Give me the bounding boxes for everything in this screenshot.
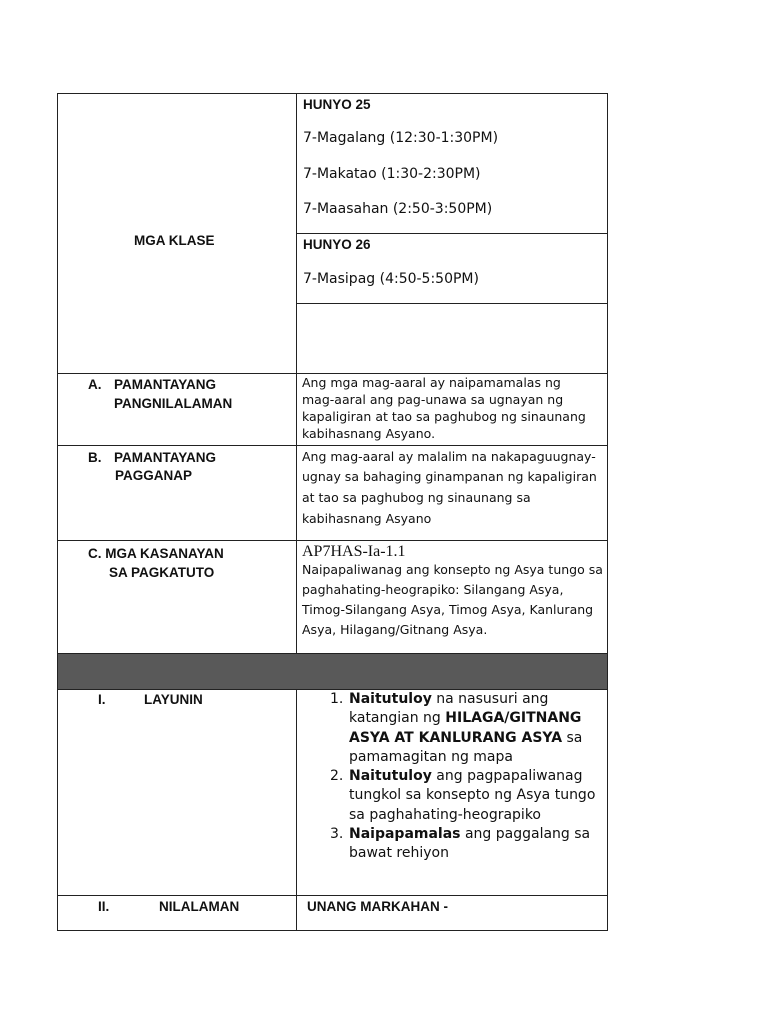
class-section: 7-Maasahan (2:50-3:50PM) [303, 201, 493, 217]
class-section: 7-Magalang (12:30-1:30PM) [303, 130, 499, 146]
content-standard-text: kabihasnang Asyano. [302, 426, 436, 441]
row-divider [296, 303, 608, 304]
competency-code: AP7HAS-Ia-1.1 [302, 543, 406, 560]
row-i-numeral: I. [98, 692, 106, 707]
objective-text: na nasusuri ang katangian ng [349, 691, 549, 727]
row-ii-label: NILALAMAN [159, 899, 240, 914]
classes-label: MGA KLASE [134, 233, 215, 248]
row-b-letter: B. [88, 450, 102, 465]
class-section: 7-Masipag (4:50-5:50PM) [303, 271, 479, 287]
row-divider [57, 373, 608, 374]
content-standard-text: kapaligiran at tao sa paghubog ng sinaunang [302, 409, 586, 424]
objective-text: sa pamamagitan ng mapa [349, 729, 583, 765]
row-a-label: PAMANTAYANG [114, 377, 217, 392]
objective-item [330, 767, 602, 825]
performance-standard-text: kabihasnang Asyano [302, 511, 432, 526]
dark-separator-row [58, 654, 607, 689]
objective-text: ang pagpapaliwanag tungkol sa konsepto ng Asya tungo sa paghahating-heograpiko [349, 768, 596, 823]
objective-verb: Naipapamalas [349, 826, 461, 843]
objective-number: 2. [330, 768, 344, 785]
objective-item [330, 825, 602, 864]
learning-competency-text: paghahating-heograpiko: Silangang Asya, [302, 582, 564, 597]
table-border-top [57, 93, 608, 94]
row-b-label: PAMANTAYANG [114, 450, 217, 465]
objective-item [330, 690, 602, 767]
performance-standard-text: at tao sa paghubog ng sinaunang sa [302, 490, 531, 505]
learning-competency-text: Asya, Hilagang/Gitnang Asya. [302, 622, 488, 637]
row-divider [57, 445, 608, 446]
row-b-label: PAGGANAP [115, 468, 193, 483]
performance-standard-text: Ang mag-aaral ay malalim na nakapaguugnay- [302, 449, 596, 464]
row-c-label: C. MGA KASANAYAN [88, 546, 224, 561]
row-divider [57, 540, 608, 541]
row-a-label: PANGNILALAMAN [114, 396, 233, 411]
objective-emphasis: HILAGA/GITNANG ASYA AT KANLURANG ASYA [349, 710, 582, 746]
table-border-left [57, 93, 58, 931]
content-quarter: UNANG MARKAHAN - [307, 899, 448, 914]
day2-heading: HUNYO 26 [303, 237, 371, 252]
content-standard-text: mag-aaral ang pag-unawa sa ugnayan ng [302, 392, 564, 407]
class-section: 7-Makatao (1:30-2:30PM) [303, 166, 481, 182]
objectives-list [330, 690, 602, 864]
row-a-letter: A. [88, 377, 102, 392]
row-divider [57, 895, 608, 896]
table-border-right [607, 93, 608, 931]
performance-standard-text: ugnay sa bahaging ginampanan ng kapaligiran [302, 469, 597, 484]
objective-verb: Naitutuloy [349, 768, 432, 785]
objective-text: ang paggalang sa bawat rehiyon [349, 826, 591, 862]
day1-heading: HUNYO 25 [303, 97, 371, 112]
learning-competency-text: Naipapaliwanag ang konsepto ng Asya tungo sa [302, 562, 603, 577]
objective-verb: Naitutuloy [349, 691, 432, 707]
column-divider [296, 93, 297, 931]
learning-competency-text: Timog-Silangang Asya, Timog Asya, Kanlurang [302, 602, 594, 617]
content-standard-text: Ang mga mag-aaral ay naipamamalas ng [302, 375, 561, 390]
table-border-bottom [57, 930, 608, 931]
objective-number: 1. [330, 691, 344, 707]
row-i-label: LAYUNIN [144, 692, 203, 707]
row-ii-numeral: II. [98, 899, 110, 914]
row-divider [296, 233, 608, 234]
objective-number: 3. [330, 826, 344, 843]
row-c-label: SA PAGKATUTO [109, 565, 215, 580]
